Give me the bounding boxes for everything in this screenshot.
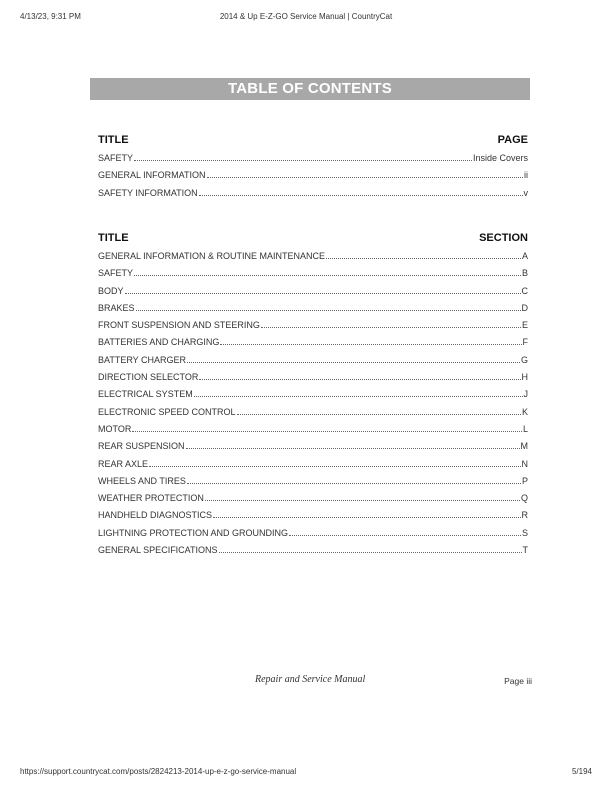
toc-entry-ref: A <box>521 251 528 261</box>
toc-entry <box>98 476 528 493</box>
toc-entry-title: SAFETY <box>98 153 134 163</box>
dot-leader <box>136 303 521 311</box>
dot-leader <box>134 153 472 161</box>
toc-entry <box>98 528 528 545</box>
toc-entry-title: LIGHTNING PROTECTION AND GROUNDING <box>98 527 289 538</box>
dot-leader <box>199 188 523 196</box>
dot-leader <box>219 545 522 553</box>
toc-entry-title: ELECTRONIC SPEED CONTROL <box>98 406 236 417</box>
toc-entry-ref: K <box>521 406 528 417</box>
toc-entry-ref: E <box>521 320 528 331</box>
toc-entry-title: BRAKES <box>98 302 135 313</box>
dot-leader <box>220 337 521 345</box>
front-matter-page-label: PAGE <box>497 134 528 146</box>
toc-entry-title: FRONT SUSPENSION AND STEERING <box>98 320 260 331</box>
toc-entry <box>98 493 528 510</box>
toc-entry-title: GENERAL INFORMATION <box>98 170 206 181</box>
toc-entry-ref: G <box>520 354 528 365</box>
print-datetime: 4/13/23, 9:31 PM <box>20 12 81 21</box>
toc-entry-title: BATTERIES AND CHARGING <box>98 337 220 348</box>
toc-entry-title: MOTOR <box>98 423 132 434</box>
toc-entry-title: ELECTRICAL SYSTEM <box>98 389 193 400</box>
toc-entry <box>98 355 528 372</box>
toc-entry-ref: F <box>522 337 528 348</box>
toc-entry-title: REAR SUSPENSION <box>98 441 185 452</box>
print-page-title: 2014 & Up E-Z-GO Service Manual | CountryCat <box>219 12 393 21</box>
toc-entry <box>98 286 528 303</box>
front-matter-list <box>98 153 528 205</box>
toc-entry <box>98 389 528 406</box>
toc-entry-title: BATTERY CHARGER <box>98 354 187 365</box>
dot-leader <box>134 268 521 276</box>
dot-leader <box>187 355 520 363</box>
toc-entry-ref: S <box>521 527 528 538</box>
toc-entry-ref: M <box>520 441 528 452</box>
toc-entry <box>98 407 528 424</box>
toc-entry-ref: Q <box>520 493 528 504</box>
dot-leader <box>261 320 521 328</box>
toc-entry-title: WEATHER PROTECTION <box>98 493 204 504</box>
toc-entry-ref: L <box>522 423 528 434</box>
toc-entry <box>98 153 528 170</box>
dot-leader <box>199 372 520 380</box>
toc-entry <box>98 441 528 458</box>
dot-leader <box>326 251 521 259</box>
toc-entry-ref: R <box>521 510 528 521</box>
toc-entry <box>98 459 528 476</box>
toc-entry-ref: C <box>521 285 528 296</box>
toc-entry <box>98 337 528 354</box>
toc-entry-ref: T <box>522 545 528 556</box>
toc-entry <box>98 510 528 527</box>
toc-entry <box>98 372 528 389</box>
toc-entry <box>98 424 528 441</box>
toc-entry <box>98 320 528 337</box>
toc-entry-title: WHEELS AND TIRES <box>98 475 186 486</box>
toc-entry-ref: Inside Covers <box>472 153 528 163</box>
sections-section-label: SECTION <box>479 232 528 244</box>
toc-entry-ref: N <box>521 458 528 469</box>
toc-entry-title: SAFETY INFORMATION <box>98 187 198 198</box>
toc-entry-title: BODY <box>98 285 124 296</box>
toc-entry-title: GENERAL SPECIFICATIONS <box>98 545 218 556</box>
toc-entry-ref: D <box>521 302 528 313</box>
toc-entry-title: REAR AXLE <box>98 458 149 469</box>
dot-leader <box>149 459 520 467</box>
dot-leader <box>237 407 521 415</box>
toc-entry-ref: H <box>521 372 528 383</box>
toc-entry-title: HANDHELD DIAGNOSTICS <box>98 510 213 521</box>
toc-entry-ref: B <box>521 268 528 279</box>
toc-entry <box>98 251 528 268</box>
toc-entry-ref: ii <box>524 170 528 181</box>
page-number: Page iii <box>504 676 532 686</box>
dot-leader <box>125 286 521 294</box>
toc-entry-ref: v <box>523 187 528 198</box>
front-matter-title-label: TITLE <box>98 134 129 146</box>
dot-leader <box>132 424 522 432</box>
dot-leader <box>289 528 521 536</box>
toc-entry-title: DIRECTION SELECTOR <box>98 372 199 383</box>
dot-leader <box>207 170 523 178</box>
dot-leader <box>205 493 520 501</box>
toc-entry <box>98 268 528 285</box>
toc-entry-title: SAFETY <box>98 268 134 279</box>
dot-leader <box>187 476 521 484</box>
dot-leader <box>194 389 523 397</box>
manual-title: Repair and Service Manual <box>255 674 366 685</box>
toc-entry <box>98 170 528 187</box>
dot-leader <box>213 510 520 518</box>
sections-list <box>98 251 528 562</box>
print-page-count: 5/194 <box>571 767 592 776</box>
toc-entry-ref: P <box>521 475 528 486</box>
toc-entry <box>98 545 528 562</box>
dot-leader <box>186 441 520 449</box>
toc-entry <box>98 188 528 205</box>
print-url: https://support.countrycat.com/posts/2824213-2014-up-e-z-go-service-manual <box>20 767 297 776</box>
toc-entry-ref: J <box>523 389 528 400</box>
sections-title-label: TITLE <box>98 232 129 244</box>
toc-entry-title: GENERAL INFORMATION & ROUTINE MAINTENANCE <box>98 251 326 261</box>
toc-entry <box>98 303 528 320</box>
toc-banner: TABLE OF CONTENTS <box>90 78 530 100</box>
